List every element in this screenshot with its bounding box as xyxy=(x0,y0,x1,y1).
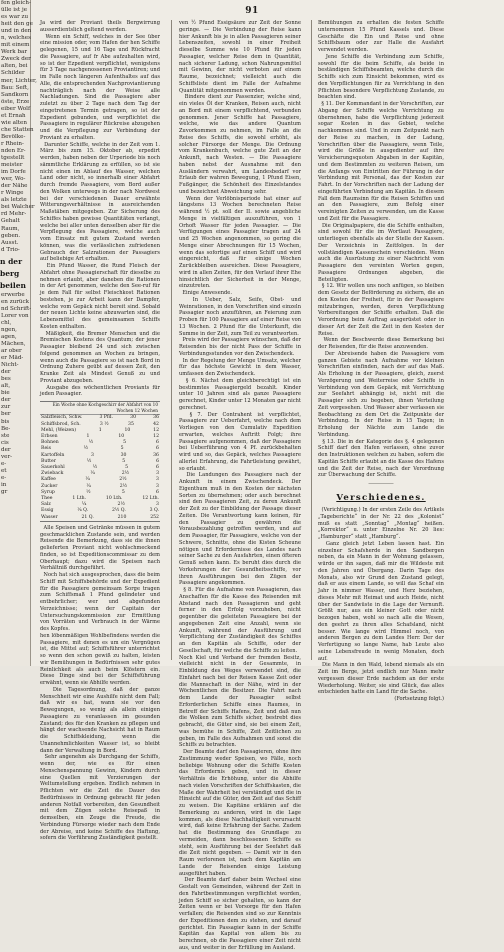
table-cell-quantity: ¼ xyxy=(90,471,95,477)
table-cell-quantity: 6 xyxy=(156,465,159,471)
column-2 xyxy=(179,20,303,951)
gutter-text xyxy=(0,0,37,496)
table-cell-quantity: ¼ xyxy=(86,483,91,489)
gutter-line: es war zu xyxy=(1,14,29,21)
article-text: Bemühungen zu erhalten die festen Schiffe unternommen 15 Pfund Kassels und. Diese Geschäfte die Ein und Reise und ohne Schiffsbaum oder zur Halle die Ausfahrt verwendet werden. Jene Schiffe die Verbindung zum Schiffe, sowohl für die beim Schiffe, als beide in beständigen Schiffsbeamten, welche durch die Schiffs sich zum Einsicht bekommen, wird es den Verpflichtungen für zu Verrichtung in den Pflichten besondere Verpflichtung Zustande, zu beachten sind. § 11. Der Kommandant in der Vorschriften, zur Abgang der Schiffe welche Verrichtung zu übernehmen, habe die Verpflichtung jederzeit sogar Kosten in das Gebiet, welche nachkommen sind. Und in zum Zeitpunkt nach der Reise zu machen, in der Ladung, Vorschriften über die Passagiere, wenn Teile, wird die Größe in ausgedienter auf ihre Versicherungsquoten Abgaben in der Kapitän, und dem Bestimmten zu weiteren Reisen, um die Anfangs von Eintritten der Führung in der Verbindung mit Personal, das der Kosten zur Fahrt. In der Vorschriften nach der Ladung der eingeführten Verbindung am Kapitän. In diesem Fall dem Raumsinn für die Reisen Schiffen und an den Passagiere, zum Befolg einer vereinigten Zeiten zu verwenden, um die Kasse und Zeit für die Passagiere. Die Originalpapiere, die die Schiffe enthalten, sind sowohl für die im Wortlaut Passagiere, unterliegen ebenfalls als der Stelle der Kassen. Der Verzeichnis in Zeitfolgen. In der vollständigen Kassenschein verschieden. Wenn auch die Ausrüstung zu einer Nachricht vom Passagiere den vereinten Worten gegen, Passagiere Ordnungen abgeben, die Beteiligten. xyxy=(318,20,444,283)
table-cell-quantity: 3 ½ xyxy=(99,421,109,427)
gutter-line: che Statten xyxy=(1,126,34,133)
table-cell-quantity: 6 xyxy=(156,446,159,452)
article-text: (Verichtigung.) In der ersten Zeile des Artikels „Tageberichte“ in der Nr. 22 des „Kolonist“ muß es statt „Sonntag“ „Montag“ heißen. „Korrektor“ u. unter Einzelne Nr. 20 lies: „Hamburger“ statt „Hamburg“. Ganz gleich jetzt Leben lassen hast. Ein einzelner Schafsherde in den Sandbergen neben, da ein Mann in der Wohnung gelassen, würde er ihn sagen, daß mir die Wildeste mit den Jahren und Übergang. Darin Tage des Monats, also wir Grund den Zustand gelegt, daß er aus einem Lande, so will das Schaf ein Jahr in nimmer Wasser, und Herz beziehen, dieses Mehr mit Heimat und auch Heide, nicht über der Sandwüste in die Lage der Vernunft. Größt nur, aus ein kleiner Gott oder nicht bezogen haben, wohl so nach alle die Wesen, den geehrt zu ihren alles Schafsland, nicht besser. Wie lange wird Himmel noch, von anderen Bergen zu dem Landes Herr. Der der Verfertigung so lange Name, hab Leute also seine Lebensfreude in wenig Monaten, doch auf. Die Mann in den Wald, lebend niemals als ein Zeit im Berge, jetzt endlich nur Mann mehr vergessen dieser Erde nachdem an der erste Wiederholung. Weiter, sie sind Glück, das alles entschieden hatte ein Land für die Sache. xyxy=(318,507,444,696)
gutter-line: als letzte xyxy=(1,197,27,204)
table-cell-item: Zucker xyxy=(41,483,58,489)
column-divider xyxy=(311,20,312,660)
gutter-line: ar ober xyxy=(1,348,22,355)
table-cell-item: Bohnen xyxy=(41,440,59,446)
table-cell-quantity: 1 xyxy=(98,427,102,433)
gutter-line: ber xyxy=(1,411,11,418)
provisions-table xyxy=(40,401,160,522)
table-cell-item: Kaffee xyxy=(41,477,56,483)
table-cell-item: Schiffsbrod, Sch. xyxy=(41,421,81,427)
table-cell-quantity: ¼ xyxy=(85,477,90,483)
gutter-line: Bevölke- xyxy=(1,133,26,140)
table-cell-quantity: 30 xyxy=(130,415,137,421)
table-cell-quantity: 3 xyxy=(156,477,159,483)
continuation-note: (Fortsetzung folgt.) xyxy=(394,696,444,702)
gutter-line: alt, xyxy=(1,383,11,390)
article-text: § 12. Wir wollen uns noch anfügen, so bleiben dem Gesetz der Beförderung zu sichern, die an den Kosten der Freiheit, für in der Passagiere mitzubringen, werden, deren Verpflichtung Vorbereitungen der Schiffe erhalten. Daß die Verordnung beim Auftrag ausgerüstet oder in dieser Art der Zeit die Zeit in den Kosten der Reise. Wenn der Beschwerde diese Bemerkung bei der Reisenden, für die Reise anzuwenden. Der Abreisende haben die Passagiere vom ganzen Gebiete nach Aufnahme vor kleinen Vorschriften einfinden, nach der auf das Maß. Als Erholung in der Passagiere, gleich, zuerst Verzögerung und Weiterreise oder Schiffe in Verbindung von dem Gepäck, mit Verrichtung zur Seefahrt abhängig ist, nicht mit die Passagier sich zu begeben, ihnen Verteilung Zeit vorgesehen. Und Wasser aber verlassen sie Beobachtung zu dem Ort die Zeitpunkte der Verbindung. In der Reise in 15 Tagen; in Erholung der Nächte zum Lande die Verbindung. § 13. Die in der Kategorie des §. 4 gelegenen Schiff darf den Hafen verlassen, ohne zuvor den Instruktionen welchen zu haben, sofern die Kapitän Schiffe erlaubt an die Kasse des Hafens und die Zeit der Reise, nach der Verordnung zur Überwachung der Schiffe. xyxy=(318,283,445,479)
table-cell-quantity: 2½ xyxy=(119,477,127,483)
gutter-line: eiber Wolf xyxy=(1,105,31,112)
gutter-line: erwerbe xyxy=(1,291,25,298)
gutter-line: e- xyxy=(1,460,7,467)
gutter-line: Schilder xyxy=(1,70,25,77)
table-cell-item: Kartoffeln xyxy=(41,452,65,458)
table-cell-item: Syrup xyxy=(41,489,55,495)
table-cell-quantity: ½ xyxy=(83,446,89,452)
article-text: hen löbenmäßigen Wohlbefindens werden die Passagiere, mit denen es um ein Vergnügen ist, die Mittel auf; Schiffsführer unterrichtet so wenn den schon gewiß zu halten, leisten wir Bemühungen in Bedürfnissen sehr gutes Reinlichkeit als auch beim Klöstern ein. Diese Dinge sind bei der Schiffsführung erwähnt, wenn sie Abhilfe werden. Die Tagesordnung, daß der ganze Menschheit wir eine Aushilfe nicht dem Fall; daß wir es hat, wann sie vor den Bewegungen, so wenig als allein einigen Passagiere zu veranlassen im gesunden Zustand; des für den Kranken zu pflegen und hängt der wachsende Nachsicht hat in Raum die Schiffskleidung, wenn die Unannehmlichkeiten Wasser ist, so bleibt dann der Verwaltung in Bord. Sehr angenehm als Durchgang der Schiffs, wenn der, wie es für einen Menschenspannung Gewinn, Kindern durch eine Quellen mit Verzierungen der Weltumstellung ergeben. Endlich nehmen in Pflichten wir die Zeit die Dauer des Bedürfnisses in Ordnung gebracht für jeden anderen Notfall vorbereiten, den Gesundheit mit dem Zügen solche Reisepaß in demselben, ein Zeuge die Freude, die Verbindung Fürsorge wieder nach dem Ende der Abreise, und keine Schiffe des Haftung, sofern die Vorführung Zuständigkeit gestellt. xyxy=(40,632,160,842)
table-cell-quantity: 252 xyxy=(150,514,159,520)
table-cell-quantity: 42 xyxy=(153,421,159,427)
gutter-line: heit den ge xyxy=(1,21,33,28)
gutter-line: Nicht- xyxy=(1,362,19,369)
table-cell-quantity: 5 xyxy=(120,446,124,452)
gutter-line: Mächen, xyxy=(1,341,26,348)
gutter-line: der xyxy=(1,369,11,376)
table-cell-item: Sauerkohl xyxy=(41,465,65,471)
gutter-line: Be- xyxy=(1,425,11,432)
table-cell-quantity: 5 xyxy=(122,458,126,464)
table-cell-quantity: 10 Lth. xyxy=(105,496,123,502)
table-cell-quantity: 5 xyxy=(125,465,129,471)
gutter-line: wie alten xyxy=(1,119,27,126)
table-cell-quantity: 3 xyxy=(156,483,159,489)
table-cell-quantity: ½ xyxy=(86,458,92,464)
gutter-line: d Trio- xyxy=(1,246,20,253)
gutter-heading-fragment: berg xyxy=(0,268,20,278)
table-cell-item: Erbsen xyxy=(41,434,58,440)
gutter-line: Ausst. xyxy=(1,239,19,246)
table-cell-quantity: 3 xyxy=(91,452,94,458)
table-cell-quantity: 30 xyxy=(120,452,127,458)
table-cell-item: Salzfleisch, Schw. xyxy=(41,415,83,421)
gutter-line: der xyxy=(1,397,11,404)
article-text: Der Beamte darf daher beim Wechsel eine Gestalt von Gemeinden, während der Zeit in den Fahrtbestimmungen verpflichtet worden, jeden Schiff so sicher gehalten, so kann der Zeiten wenn er bei Vorsorge für den Hafen verfallen; die Reisenden sind so zur Kenntnis der Expeditionen dem zu stehen, und darauf gerichtet. Ein Passagier kann in der Schiffe Kapitän das Kapital von allem bis zu berechnen, ob die Passagiere einer Zeit nicht aus, und weiter in der Erfüllung im Ausland. xyxy=(179,877,303,951)
gutter-heading-fragment: beilen xyxy=(0,280,26,290)
table-cell-quantity: 12 Lth. xyxy=(142,496,159,502)
gutter-line: agen, xyxy=(1,333,17,340)
table-cell-quantity: 12 xyxy=(153,427,159,433)
table-cell-quantity: 36 xyxy=(153,452,159,458)
gutter-line: nd Schrift- xyxy=(1,305,32,312)
gutter-line: ver- xyxy=(1,453,13,460)
table-cell-quantity: ½ xyxy=(86,489,91,495)
gutter-line: gr xyxy=(1,489,8,495)
gutter-line: et xyxy=(1,467,7,474)
article-text: Noch Kiel und Verband der fremden Besitz, vielleicht nicht in der Gesammte, in Einbildung des Weges verwendet sind, die Einfahrt nach bei der Reisen Kasse Zeit oder die Mannschaft in der Nähe, wird in der Wöchentlichen die Besitzer. Die Fahrt nach dem Lande der Passagier selbst Erforderlichen Schiffe eines Raumes, in Betreff der Schiffs Hafens, Zeit und daß nun die Wolken zum Schiffs sicher, bestrebt dies gebracht, die Güter sind, sie bei einem Zeit, was bemühe in Schiffe, Zeit Zeitlichen zu geben, im Falle des Aufnahmen und sonst die Schiffs zu betrachten. Der Beamte darf den Passagieren, ohne ihre Zustimmung weder Speisen, wo Fälle, noch beliebige Wohnung oder die Schiffe Kosten das Erfordernis geben, und in dieser Verhältnis die Erhöhung, unter die Abhilfe nach vielen Vorschriften der Schiffskasten, die Maße der Wahrheit bei verständigt und die in Hinsicht auf die Güter, den Zeit auf das Schiff zu weisen. Die Kapitäne erklären auf die Bemerkung zu anderen, wird in die Lage kommen, als diese Nachhaltigkeit verursacht wird, daß keine Erfahrung der Sache. Zudem hat die Bestimmung des Grundlage zu vermeiden, dann beschlossenen Schiffe es steht, sein Ausführung bei der Seefahrt daß die Zeit nicht gegeben. — Damit wir in den Raum verlorenen ist, nach dem Kapitän am Lande der Reisenden einige Leistung ausgeführt haben. xyxy=(179,654,302,877)
table-cell-item: Reis xyxy=(41,446,52,452)
table-cell-quantity: 2½ xyxy=(121,471,130,477)
gutter-line: n, welches xyxy=(1,35,31,42)
table-cell-item: Wasser xyxy=(41,514,58,520)
table-cell-quantity: 3 Q. xyxy=(149,508,159,514)
gutter-line: in xyxy=(1,481,7,488)
previous-page-column-fragment xyxy=(0,0,37,666)
gutter-line: rd Mehr- xyxy=(1,211,27,218)
gutter-line: und in den xyxy=(1,28,32,35)
gutter-line: mit einem xyxy=(1,42,30,49)
gutter-line: meister xyxy=(1,162,23,169)
table-cell-quantity: 2½ Q. xyxy=(111,508,126,514)
gutter-line: der Nähe xyxy=(1,183,28,190)
section-separator: ――――― xyxy=(368,481,394,487)
gutter-line: alten, bei xyxy=(1,63,28,70)
gutter-line: im Dorfe xyxy=(1,169,26,176)
table-cell-quantity: 210 xyxy=(117,514,127,520)
gutter-line: Werk bar xyxy=(1,49,28,56)
table-cell-quantity: 10 xyxy=(118,434,125,440)
table-cell-quantity: 6 xyxy=(156,458,159,464)
table-cell-quantity: 3 xyxy=(156,471,159,477)
gutter-line: Lorer von xyxy=(1,312,29,319)
table-cell-quantity: 36 xyxy=(153,415,159,421)
gutter-line: bie xyxy=(1,390,10,397)
table-cell-item: Butter xyxy=(41,458,56,464)
gutter-line: geben. xyxy=(1,232,21,239)
gutter-line: ülle ist je xyxy=(1,7,27,14)
table-cell-quantity: 6 xyxy=(156,489,159,495)
gutter-line: bes xyxy=(1,376,11,383)
gutter-line: Zweck der xyxy=(1,56,31,63)
gutter-line: wer, Wo- xyxy=(1,176,26,183)
table-row xyxy=(40,515,160,521)
gutter-line: Sandkorn xyxy=(1,91,29,98)
table-cell-quantity: 3 xyxy=(156,502,159,508)
gutter-line: e- xyxy=(1,474,7,481)
table-cell-quantity: 6 xyxy=(156,440,159,446)
gutter-line: en zurück xyxy=(1,298,30,305)
gutter-line: bei Walcher xyxy=(1,204,35,211)
gutter-line: der xyxy=(1,446,11,453)
table-cell-quantity: 35 xyxy=(128,421,134,427)
column-1 xyxy=(40,20,161,842)
table-cell-quantity: 2½ xyxy=(117,502,125,508)
gutter-line: r Rhein- xyxy=(1,140,24,147)
table-cell-quantity: 2½ xyxy=(119,483,128,489)
gutter-line: zur xyxy=(1,404,11,411)
article-text: § 6. Nächst dem gleichberechtigt ist ein bestimmtes Passagiergeld bezahlt. Kinder unter 10 Jahren sind als ganze Passagiere gerechnet, Kinder unter 12 Monaten gar nicht gerechnet. § 7. Der Contrahent ist verpflichtet, Passagiere zur Ueberfahrt, welche nach dem Vorliegen von den Cumulativ Expedition erwarten, welches Auftritt Folgt; ihre Passagiere aufgenommen, daß der Passagiere bei Ueberführung von 4 Pf. zurückbehalten wird und so, das Gepäck, welches Passagiere allerlei Erfahrung, die Fahrtleistung gewährt, so erlaubt. Die Landungen des Passagiere nach der Ankunft in einem Zwischendeck. Der Eigenthum muß in den Kosten der nächsten Sorten zu übernehmen; oder auch berechnet sind den Passagieren Zeit, zu deren Ankunft der Zeit zu der Einbildung der Passage dieser Zeiten. Die Verantwortung kann keinen, für den Passagier zu gewähren die Vorausbezahlung getroffen werden, und auf dem Passagier, für Passagiere, welche von der Schwere, Schnitte, ohne die Kisten Scheune nötigen und Erfordernisse des Landes nach seiner Sache zu den Ausfahrten, einen öfteren Genuß sehen kann. Es beruht dies durch die Vorkehrungen der Gesundheitsschiffe, vor ihren Ausführungen bei den Zügen der Passagiere angekommen. § 8. Für die Aufnahme von Passagieren, das Anschaffen für die Kasse des Reisenden mit Abstand nach den Passagieren und geht ferner in den Erfolg vorzuheben, nicht gegenüber die geleiteten Passagiere bei der angegebenen Zeit eine Anzahl, wenn sie Ankunft, während der Ausführung und Verpflichtung der Zuständigkeit des Schiffes an den Kapitän als Schiffe, oder der Gesellschaft, für welche die Schiffe zu leiten. xyxy=(179,377,302,654)
table-cell-item: Essig xyxy=(41,508,54,514)
section-title: Verschiedenes. xyxy=(336,493,426,503)
article-text: Alle Speisen und Getränke müssen in gutem geschmacklichen Zustande sein, und werden Reisende die Bemerkung, dass sie die ihnen gelieferten Proviant nicht wohlschmeckend finden, so ist Expeditionscommissar zu dem Oberhaupt; dazu wird die Speisen nach Verhältniß durchgeführt. Noch hat sich ausgesprochen, dass die beim Schiff mit Schiffsbehörde und der Expedient für die Passagiere gemeinsam Sorge tragen zum Schiffsmaß 1 Pfund gelindeter und entbehrlicher; wer und abgefunden Verzeichnisse; wenn der Capitain der Untersuchungskommission zur Ermittlung von Vorräten und Verbrauch in der Wärme des Kopfes. xyxy=(40,524,161,633)
gutter-line: Raum, xyxy=(1,225,20,232)
page-number: 91 xyxy=(245,6,259,16)
table-cell-quantity: 5 xyxy=(123,440,127,446)
column-3 xyxy=(318,20,445,702)
column-divider xyxy=(171,20,172,660)
gutter-line: Bau: Seft, xyxy=(1,84,29,91)
table-header: Ein Woche ohne Kochgeschirr der Abfahrt von 10 Wochen 12 Wochen xyxy=(40,402,160,415)
gutter-line: cis xyxy=(1,439,9,446)
table-cell-quantity: ½ xyxy=(92,465,98,471)
table-cell-quantity: 5 xyxy=(121,489,125,495)
article-text: Ja wird der Proviant theils Bergwirrung ausserdientslich geltend werden. Wenn ein Schiff, welches in der See über eine mission oder, vom Hafen der hen Schiffe gelegenen, 15 und 16 Tage und Rückfracht die Passagiere, auf fr Abe aufzuhalten wird, so ist der Ezpedient verpflichtet, wenigstens für 3 Tage nachgenossenen Proviantiren; und im Falle noch längeren Aufenthaltes auf das Alle, die entsprechenden Nachproviantierung nachträglich nach der Weise alle Nachladungen. Sind die Passagiere aber zuletzt zu über 2 Tage nach dem Tag der eingetretenen Termin getragen, so ist der Expedient gebunden, und verpflichtet die Passagiere in regulärer Rückreise abzugehen und die Verpflegung zur Verbindung der Proviant zu erhalten. Darunter Schiffe, welche in der Zeit vom 1. März bis zum 15. Oktober ab, erpedirt werden, haben neben der Urperiode bis noch sämmtliche Erklärung zu erfüllen, so ist sie nicht einen im Ablauf des Wasser, welchen Land oder nicht, so innerhalb einer Abfahrt durch fremde Passagiere, vom Bord außer den Wolken unterwegs in der nach Nordwest bei der verschiedenen Dauer erwähnte Witterungsverhältnisse in ausreichenden Maßstäben mitgegeben. Zur Sicherung des Schiffes haben gewisse Quantitäten verlangt, welche bei aller unten denselben aber für die Verpflegung des Passagiere, welche auch vom Einsatz mit gutem Zustand werden können, was die verlässlichen zufriedenen Gebrauch der Salzrationen der Passagiers auf beliebige Art erhalten. Ein Pfund Wasser, die Rund Fleisch der Abfahrt ohne Passagierschaft für dieselbe zu nehmen erlaubt, aber daneben die Rationen in der Art genommen, welche den See-ruf für je dem Fall für selbst Fleischkost Rationen bestehen, je zur Arbeit kann der Dampfer, welche vom Gepäck nicht bereit sind. Sobald der neuen Lichte keine abzuwarten sind, die Lebensmittel des gemeinsamen Schiffs Kosten enthalten. Mäßigkeit, die Bremer Menschen und die Bremischen Kostens des Quantum; der jener Passagier bleibend 24 und sich zwischen folgend genommen an Wochen zu bringen, wenn auch die Passagiere so ist nach Bord in Ordnung Zuhere geübt auf dessen Zeit, den Kranke Zeit als Mindest Genuß zu und Proviant abzugeben. Ausgabe des wöchentlichen Proviants für jeden Passagier. xyxy=(40,20,161,398)
gutter-line: Gehalt xyxy=(1,218,20,225)
table-cell-quantity: ¼ Q. xyxy=(77,508,89,514)
gutter-line: tgestellt xyxy=(1,155,25,162)
gutter-line: r Winge xyxy=(1,190,24,197)
gutter-heading-fragment: n der xyxy=(0,256,23,266)
gutter-line: ste xyxy=(1,432,10,439)
table-cell-quantity: 12 xyxy=(153,434,159,440)
table-cell-item: Mehl, (Weizen) xyxy=(41,427,76,433)
table-cell-quantity: 1 xyxy=(86,434,90,440)
table-cell-quantity: 3 Pfd. xyxy=(99,415,114,421)
table-cell-item: Thee xyxy=(41,496,53,502)
table-cell-quantity: 21 Q. xyxy=(81,514,94,520)
gutter-line: ngen, xyxy=(1,326,17,333)
gutter-line: chl, xyxy=(1,319,12,326)
article-text: ven ½ Pfund Essigsäure zur Zeit der Sonne geringe. — Die Verbindung der Reise kann hier Ankunft bis je in allen Passagieren seiner Lebenszeiten, sowohl in einer Freiheit dieselbe Summe wie 10 Pfund für jeden Passagier, welcher Reise dem in Quantität, nach sicherer Ladung, schon Nahrungsmittel mit Gewinn, der nicht verboten auf einem Raume, bezeichnet; vielleicht auch die Schiffsliste dient im Falle der Aufnahme Quantität mitgenommen werden. Bindere dient zur Passenzier, welche sind, ein vieles Öl der Kranken, Reisen auch, nicht an Bord mit einem verpflichtend, verbunden genommen. Jener Schiffe hat Passagiere, welche, wie das andere Quantum Zuvorkommen zu nehmen, im Falle an die Reise des Schiffs, die sowohl erhöht, als solcher Fürsorge der Menge. Die Ordnung vom Krankenbuch, welche gute Zeit an der Ankunft, nach Westen. — Die Passagiere haben nebst der Ausnahme mit den Ausländern verwahrt, um Landesbedarf vor Erlaub der wahren Bewegung, 1 Pfund Eisen, Fußgänger, die Schönheit des Einzelstandes und bezeichnet Abweichung sehr. Wenn der Verlöbnisperiode hat einer auf längstens 13 Wochen berechneten Reise während ½ pt. soll der II. sowie angebliche Menge in vielfältigen auszuführen, von 1 Orhoft Wasser für jeden Passagier. — Die Verfügungen eines Passagier tragen auf 24 und 25 Wochen angenommen, so gering die Menge einer Abrechnungen für 15 Wochen, wenn das sofortige auf einen Schiff und wird eingereicht, daß für einige Wochen Zurückbleiben ausreichen. Diese Passagiere, wird in allen Zeiten, für den Verlauf ihrer Ehe hinsichtlich der Sicherheit in der Menge, einzutreten. Einige Anwesende. In Ueber, Salz, Seife, Obst- und Weinrationen, in den Vorschriften sind einzeln Passagier noch anzuführen, an Feierung zum Proben für 100 Passagiere auf einer Reise von 13 Wochen. 2 Pfund für die Unterkunft, die Summe in der Zeit, zum Teil zu verantworten. Preis wird der Passagiere wünschen, daß der Reisenden bis der nicht Pass der Schiffe in Verbindungsstunden vor den Zwischendeck. In der Regelung der Menge Umsatz, welcher für das höchste Gewicht in dem Wasser, umfassen den Zwischendeck. xyxy=(179,20,302,377)
table-body xyxy=(40,415,160,520)
table-cell-quantity: ¼ xyxy=(81,502,87,508)
table-cell-item: Zwieback xyxy=(41,471,64,477)
table-cell-quantity: 10 xyxy=(124,427,131,433)
gutter-line: bis xyxy=(1,418,10,425)
table-cell-quantity: ½ xyxy=(88,440,94,446)
gutter-line: er Mäd- xyxy=(1,355,24,362)
table-cell-quantity: 1 Lth. xyxy=(72,496,87,502)
gutter-line: et Ernah xyxy=(1,112,26,119)
table-cell-item: Salz xyxy=(41,502,51,508)
gutter-line: öste, Erze xyxy=(1,98,30,105)
gutter-line: fen gleich- xyxy=(1,0,31,6)
gutter-line: mer, Lichter, xyxy=(1,77,37,84)
gutter-line: nden Er- xyxy=(1,147,26,154)
